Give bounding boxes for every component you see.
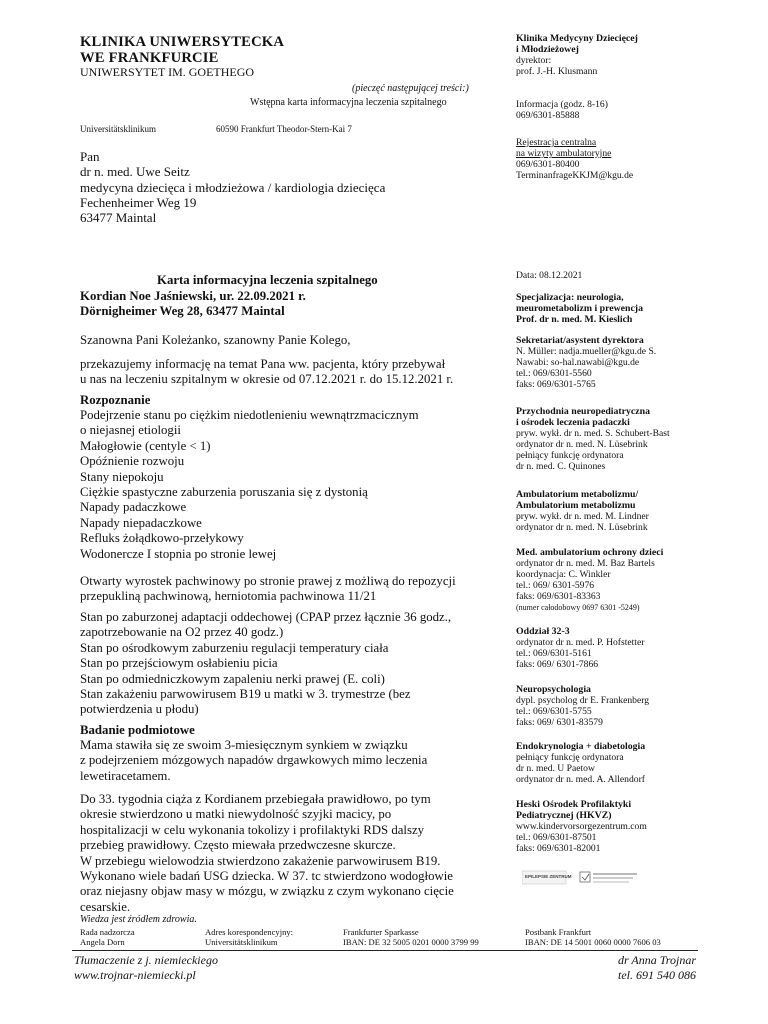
protection-heading: Med. ambulatorium ochrony dzieci xyxy=(516,547,664,558)
exam-paragraph-2 xyxy=(80,792,505,915)
secretariat-line: N. Müller: nadja.mueller@kgu.de S. xyxy=(516,346,657,358)
clinic-title xyxy=(80,35,284,66)
footer-bank-1 xyxy=(343,927,479,947)
ward-line: tel.: 069/6301-5161 xyxy=(516,648,592,660)
footer-bank-2 xyxy=(525,927,661,947)
exam-line: oraz niejasny objaw masy w mózgu, w związku z czym wykonano cięcie xyxy=(80,884,454,899)
neuro-line: pełniący funkcję ordynatora xyxy=(516,450,624,462)
sidebar-director-label: dyrektor: xyxy=(516,55,552,67)
footer-board-value: Angela Dorn xyxy=(80,937,125,947)
recipient-line: Pan xyxy=(80,149,100,164)
hernia-line: przepukliną pachwinową, herniotomia pachwinowa 11/21 xyxy=(80,589,377,604)
hkvz-line: faks: 069/6301-82001 xyxy=(516,843,601,855)
sidebar-registration-email[interactable]: TerminanfrageKKJM@kgu.de xyxy=(516,170,634,182)
neuro-line: dr n. med. C. Quinones xyxy=(516,461,606,473)
footer-board-label: Rada nadzorcza xyxy=(80,927,135,937)
endo-line: pełniący funkcję ordynatora xyxy=(516,752,624,764)
psych-line: faks: 069/ 6301-83579 xyxy=(516,717,603,729)
footer-board xyxy=(80,927,135,947)
footer-correspondence xyxy=(205,927,293,947)
secretariat-line: tel.: 069/6301-5560 xyxy=(516,368,592,380)
footer-bank-2-label: Postbank Frankfurt xyxy=(525,927,592,937)
hkvz-website[interactable]: www.kindervorsorgezentrum.com xyxy=(516,821,647,833)
translator-website[interactable]: www.trojnar-niemiecki.pl xyxy=(74,967,196,982)
sidebar-specialization xyxy=(516,292,716,325)
intro-line: przekazujemy informację na temat Pana ww. pacjenta, który przebywał xyxy=(80,357,446,371)
psych-heading: Neuropsychologia xyxy=(516,684,591,695)
exam-paragraph-1 xyxy=(80,738,505,784)
neuro-heading: i ośrodek leczenia padaczki xyxy=(516,417,630,429)
psych-line: dypl. psycholog dr E. Frankenberg xyxy=(516,695,650,707)
hkvz-heading: Pediatrycznej (HKVZ) xyxy=(516,810,612,822)
metabolism-line: pryw. wykł. dr n. med. M. Lindner xyxy=(516,511,649,523)
metabolism-heading: Ambulatorium metabolizmu/ xyxy=(516,489,639,500)
return-address-org: Universitätsklinikum xyxy=(80,124,156,134)
exam-line: okresie stwierdzono u matki niewydolność szyjki macicy, po xyxy=(80,807,392,822)
sidebar-ward xyxy=(516,626,716,670)
hernia-paragraph xyxy=(80,574,505,605)
secretariat-heading: Sekretariat/asystent dyrektora xyxy=(516,335,644,346)
translator-phone: tel. 691 540 086 xyxy=(618,967,696,982)
neuro-heading: Przychodnia neuropediatryczna xyxy=(516,406,650,417)
diagnosis-item: Podejrzenie stanu po ciężkim niedotlenieniu wewnątrzmacicznym xyxy=(80,408,419,422)
recipient-line: Fechenheimer Weg 19 xyxy=(80,194,197,210)
patient-address: Dörnigheimer Weg 28, 63477 Maintal xyxy=(80,304,285,319)
recipient-line: dr n. med. Uwe Seitz xyxy=(80,164,190,180)
sidebar-neuropsychology xyxy=(516,684,716,728)
diagnosis-item: Napady padaczkowe xyxy=(80,500,187,515)
certification-logos xyxy=(522,869,640,887)
history-line: Stan po odmiedniczkowym zapaleniu nerki prawej (E. coli) xyxy=(80,671,385,686)
diagnosis-list xyxy=(80,408,505,562)
footer-correspondence-label: Adres korespondencyjny: xyxy=(205,927,294,937)
secretariat-line: Nawabi: so-hal.nawabi@kgu.de xyxy=(516,357,640,369)
footer-bank-1-label: Frankfurter Sparkasse xyxy=(343,927,419,937)
hkvz-heading: Heski Ośrodek Profilaktyki xyxy=(516,799,632,810)
greeting: Szanowna Pani Koleżanko, szanowny Panie Kolego, xyxy=(80,333,351,347)
sidebar-registration-subtitle: na wizyty ambulatoryjne xyxy=(516,148,612,160)
hernia-line: Otwarty wyrostek pachwinowy po stronie prawej z możliwą do repozycji xyxy=(80,574,456,588)
endo-heading: Endokrynologia + diabetologia xyxy=(516,741,646,752)
exam-line: hospitalizacji w celu wykonania tokolizy i profilaktyki RDS dalszy xyxy=(80,822,425,837)
epilepsy-logo-text: EPILEPSIE ZENTRUM xyxy=(525,874,572,879)
diagnosis-item: o niejasnej etiologii xyxy=(80,423,181,438)
diagnosis-item: Napady niepadaczkowe xyxy=(80,515,202,530)
protection-line: koordynacja: C. Winkler xyxy=(516,569,611,581)
recipient-block xyxy=(80,149,385,225)
neuro-line: pryw. wykł. dr n. med. S. Schubert-Bast xyxy=(516,428,670,440)
recipient-line: 63477 Maintal xyxy=(80,210,157,226)
exam-heading: Badanie podmiotowe xyxy=(80,723,195,737)
exam-line: przebieg prawidłowy. Często miewała przedwczesne skurcze. xyxy=(80,838,396,853)
exam-line: cesarskie. xyxy=(80,899,131,914)
intro-paragraph xyxy=(80,357,505,388)
metabolism-heading: Ambulatorium metabolizmu xyxy=(516,500,636,512)
footer-motto: Wiedza jest źródłem zdrowia. xyxy=(80,914,197,925)
exam-line: z podejrzeniem mózgowych napadów drgawkowych mimo leczenia xyxy=(80,753,428,768)
exam-line: Wykonano wiele badań USG dziecka. W 37. tc stwierdzono wodogłowie xyxy=(80,869,453,884)
sidebar-hkvz xyxy=(516,799,716,854)
university-name: UNIWERSYTET IM. GOETHEGO xyxy=(80,65,255,79)
history-line: Stan po ośrodkowym zaburzeniu regulacji temperatury ciała xyxy=(80,640,389,655)
protection-line: (numer całodobowy 0697 6301 -5249) xyxy=(516,603,640,613)
footer-bank-1-iban: IBAN: DE 32 5005 0201 0000 3799 99 xyxy=(343,937,479,947)
intro-line: u nas na leczeniu szpitalnym w okresie od 07.12.2021 r. do 15.12.2021 r. xyxy=(80,372,454,387)
sidebar-clinic xyxy=(516,33,716,77)
neuro-line: ordynator dr n. med. N. Lüsebrink xyxy=(516,439,648,451)
footer-correspondence-value: Universitätsklinikum xyxy=(205,937,278,947)
sidebar-endocrinology xyxy=(516,741,716,785)
sidebar-registration-phone: 069/6301-80400 xyxy=(516,159,580,171)
history-line: potwierdzenia u płodu) xyxy=(80,702,199,717)
metabolism-line: ordynator dr n. med. N. Lüsebrink xyxy=(516,522,648,534)
certification-logos-svg xyxy=(522,869,640,887)
psych-line: tel.: 069/6301-5755 xyxy=(516,706,592,718)
history-line: zapotrzebowanie na O2 przez 40 godz.) xyxy=(80,625,284,640)
exam-line: Mama stawiła się ze swoim 3-miesięcznym synkiem w związku xyxy=(80,738,408,752)
recipient-line: medycyna dziecięca i młodzieżowa / kardiologia dziecięca xyxy=(80,179,386,195)
history-list xyxy=(80,610,505,718)
document-subtitle: Wstępna karta informacyjna leczenia szpitalnego xyxy=(250,97,447,108)
endo-line: dr n. med. U Paetow xyxy=(516,763,595,775)
diagnosis-heading: Rozpoznanie xyxy=(80,393,151,407)
protection-line: ordynator dr n. med. M. Baz Bartels xyxy=(516,558,655,570)
secretariat-line: faks: 069/6301-5765 xyxy=(516,379,596,391)
exam-line: W przebiegu wielowodzia stwierdzono zakażenie parwowirusem B19. xyxy=(80,853,441,868)
history-line: Stan po przejściowym osłabieniu picia xyxy=(80,656,278,671)
sidebar-metabolism xyxy=(516,489,716,533)
history-line: Stan zakażeniu parwowirusem B19 u matki w 3. trymestrze (bez xyxy=(80,687,411,702)
sidebar-clinic-name: Klinika Medycyny Dziecięcej xyxy=(516,33,638,44)
epilepsy-center-logo xyxy=(522,871,572,884)
sidebar-registration-title: Rejestracja centralna xyxy=(516,137,597,148)
translator-info xyxy=(596,953,696,982)
patient-name: Kordian Noe Jaśniewski, ur. 22.09.2021 r. xyxy=(80,289,306,303)
clinic-title-line1: KLINIKA UNIWERSYTECKA xyxy=(80,34,285,50)
sidebar-secretariat xyxy=(516,335,716,390)
protection-line: tel.: 069/ 6301-5976 xyxy=(516,580,595,592)
diagnosis-item: Wodonercze I stopnia po stronie lewej xyxy=(80,546,277,561)
sidebar-child-protection xyxy=(516,547,716,614)
spec-line: meurometabolizm i prewencja xyxy=(516,303,643,315)
translation-note xyxy=(74,953,218,982)
exam-line: Do 33. tygodnia ciąża z Kordianem przebiegała prawidłowo, po tym xyxy=(80,792,431,806)
diagnosis-item: Małogłowie (centyle < 1) xyxy=(80,438,211,453)
sidebar-info xyxy=(516,99,716,121)
exam-line: lewetiracetamem. xyxy=(80,768,171,783)
ward-heading: Oddział 32-3 xyxy=(516,626,570,637)
hkvz-line: tel.: 069/6301-87501 xyxy=(516,832,597,844)
diagnosis-item: Opóźnienie rozwoju xyxy=(80,454,185,469)
sidebar-info-phone: 069/6301-85888 xyxy=(516,110,580,122)
ward-line: ordynator dr n. med. P. Hofstetter xyxy=(516,637,645,649)
footer-bank-2-iban: IBAN: DE 14 5001 0060 0000 7606 03 xyxy=(525,937,661,947)
sidebar-director-name: prof. J.-H. Klusmann xyxy=(516,66,598,78)
spec-line: Prof. dr n. med. M. Kieslich xyxy=(516,314,633,326)
translator-name: dr Anna Trojnar xyxy=(617,953,696,967)
document-title: Karta informacyjna leczenia szpitalnego xyxy=(157,273,378,287)
sidebar-info-label: Informacja (godz. 8-16) xyxy=(516,99,608,110)
history-line: Stan po zaburzonej adaptacji oddechowej (CPAP przez łącznie 36 godz., xyxy=(80,610,452,624)
return-address xyxy=(80,124,500,134)
diagnosis-item: Ciężkie spastyczne zaburzenia poruszania się z dystonią xyxy=(80,485,368,500)
sidebar-date: Data: 08.12.2021 xyxy=(516,270,583,281)
sidebar-neuro-clinic xyxy=(516,406,716,473)
sidebar-registration xyxy=(516,137,716,181)
ward-line: faks: 069/ 6301-7866 xyxy=(516,659,599,671)
protection-line: faks: 069/6301-83363 xyxy=(516,591,601,603)
patient-info xyxy=(80,289,306,320)
endo-line: ordynator dr n. med. A. Allendorf xyxy=(516,774,645,786)
diagnosis-item: Stany niepokoju xyxy=(80,469,164,484)
footer-divider xyxy=(72,950,698,951)
accreditation-logo xyxy=(580,872,637,883)
diagnosis-item: Refluks żołądkowo-przełykowy xyxy=(80,531,244,546)
return-address-city: 60590 Frankfurt Theodor-Stern-Kai 7 xyxy=(216,124,352,134)
stamp-note: (pieczęć następującej treści:) xyxy=(352,83,469,94)
spec-line: Specjalizacja: neurologia, xyxy=(516,292,624,303)
sidebar-clinic-name: i Młodzieżowej xyxy=(516,44,579,56)
translation-note-text: Tłumaczenie z j. niemieckiego xyxy=(74,953,218,967)
clinic-title-line2: WE FRANKFURCIE xyxy=(80,49,219,66)
